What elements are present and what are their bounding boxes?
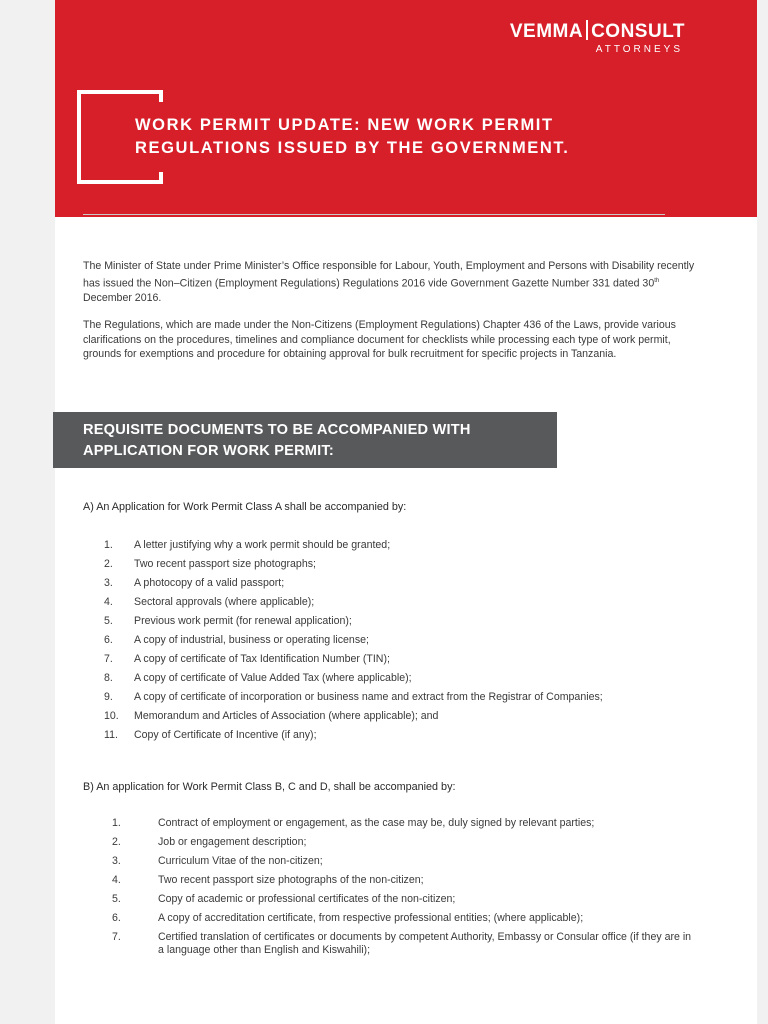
list-item-number: 2. bbox=[112, 836, 121, 848]
list-item-text: Two recent passport size photographs; bbox=[134, 558, 316, 570]
title-line-1: WORK PERMIT UPDATE: NEW WORK PERMIT bbox=[135, 116, 554, 134]
section-a-heading: A) An Application for Work Permit Class A shall be accompanied by: bbox=[83, 501, 407, 513]
list-item bbox=[55, 890, 755, 909]
section-banner bbox=[53, 412, 557, 468]
list-item-text: Contract of employment or engagement, as the case may be, duly signed by relevant parties; bbox=[158, 817, 595, 829]
list-item-text: Memorandum and Articles of Association (where applicable); and bbox=[134, 710, 439, 722]
intro-p1-end: December 2016. bbox=[83, 291, 162, 304]
list-item-number: 4. bbox=[104, 596, 113, 608]
document-page bbox=[55, 0, 757, 1024]
list-item-text: A copy of certificate of Tax Identification Number (TIN); bbox=[134, 653, 390, 665]
list-item bbox=[55, 928, 755, 958]
list-item bbox=[55, 536, 755, 555]
list-item bbox=[55, 726, 755, 745]
list-item-text: Curriculum Vitae of the non-citizen; bbox=[158, 855, 323, 867]
list-item-number: 5. bbox=[112, 893, 121, 905]
intro-p1-sup: th bbox=[654, 277, 660, 284]
brand-separator bbox=[586, 20, 588, 40]
brand-subtitle: ATTORNEYS bbox=[595, 44, 683, 55]
page-title bbox=[135, 114, 715, 160]
header-divider bbox=[83, 214, 665, 215]
list-item-number: 9. bbox=[104, 691, 113, 703]
list-item-number: 11. bbox=[104, 729, 118, 741]
banner-line-2: APPLICATION FOR WORK PERMIT: bbox=[83, 443, 334, 459]
section-a-list bbox=[55, 536, 755, 745]
list-item-number: 1. bbox=[112, 817, 121, 829]
list-item-number: 1. bbox=[104, 539, 113, 551]
list-item bbox=[55, 688, 755, 707]
list-item-text: Previous work permit (for renewal application); bbox=[134, 615, 352, 627]
list-item-number: 2. bbox=[104, 558, 113, 570]
list-item-text: Copy of academic or professional certificates of the non-citizen; bbox=[158, 893, 456, 905]
list-item bbox=[55, 593, 755, 612]
title-line-2: REGULATIONS ISSUED BY THE GOVERNMENT. bbox=[135, 139, 570, 157]
list-item-text: A copy of accreditation certificate, from respective professional entities; (where applicable); bbox=[158, 912, 584, 924]
list-item bbox=[55, 871, 755, 890]
list-item-text: Certified translation of certificates or documents by competent Authority, Embassy or Consular office (if they are in a language other than English and Kiswahili); bbox=[158, 931, 692, 956]
list-item-number: 5. bbox=[104, 615, 113, 627]
list-item bbox=[55, 707, 755, 726]
list-item-text: Copy of Certificate of Incentive (if any); bbox=[134, 729, 317, 741]
section-b-heading: B) An application for Work Permit Class B, C and D, shall be accompanied by: bbox=[83, 781, 456, 793]
list-item-text: Two recent passport size photographs of the non-citizen; bbox=[158, 874, 424, 886]
list-item-number: 4. bbox=[112, 874, 121, 886]
list-item-number: 6. bbox=[112, 912, 121, 924]
list-item-text: Job or engagement description; bbox=[158, 836, 307, 848]
list-item bbox=[55, 574, 755, 593]
list-item bbox=[55, 909, 755, 928]
section-b-list bbox=[55, 814, 755, 958]
list-item-text: Sectoral approvals (where applicable); bbox=[134, 596, 315, 608]
list-item bbox=[55, 612, 755, 631]
list-item bbox=[55, 833, 755, 852]
list-item bbox=[55, 814, 755, 833]
list-item-number: 8. bbox=[104, 672, 113, 684]
list-item-number: 10. bbox=[104, 710, 119, 722]
list-item-text: A copy of certificate of Value Added Tax (where applicable); bbox=[134, 672, 412, 684]
list-item bbox=[55, 650, 755, 669]
list-item-number: 3. bbox=[112, 855, 121, 867]
list-item-number: 7. bbox=[112, 931, 121, 943]
list-item-number: 7. bbox=[104, 653, 113, 665]
list-item bbox=[55, 631, 755, 650]
banner-line-1: REQUISITE DOCUMENTS TO BE ACCOMPANIED WITH bbox=[83, 422, 471, 438]
intro-paragraph-2: The Regulations, which are made under the Non-Citizens (Employment Regulations) Chapter 436 of the Laws, provide various clarifications on the procedures, timelines and compliance document for checklists while processing each type of work permit, grounds for exemptions and procedure for obtaining approval for bulk recruitment for specific projects in Tanzania. bbox=[83, 319, 676, 360]
list-item-text: A copy of industrial, business or operating license; bbox=[134, 634, 369, 646]
section-banner-text bbox=[83, 420, 553, 462]
brand-name-right: CONSULT bbox=[591, 21, 685, 42]
list-item-number: 3. bbox=[104, 577, 113, 589]
list-item bbox=[55, 555, 755, 574]
intro-paragraph-1 bbox=[83, 259, 703, 305]
intro-p1-text: The Minister of State under Prime Minister’s Office responsible for Labour, Youth, Employment and Persons with Disability recently has issued the Non–Citizen (Employment Regulations) Regulations 2016 vide Government Gazette Number 331 dated 30 bbox=[83, 260, 695, 290]
list-item-text: A photocopy of a valid passport; bbox=[134, 577, 285, 589]
brand-logo bbox=[510, 20, 685, 57]
list-item bbox=[55, 852, 755, 871]
list-item-text: A copy of certificate of incorporation or business name and extract from the Registrar of Companies; bbox=[134, 691, 603, 703]
list-item bbox=[55, 669, 755, 688]
header-banner bbox=[55, 0, 757, 217]
list-item-text: A letter justifying why a work permit should be granted; bbox=[134, 539, 391, 551]
brand-name-left: VEMMA bbox=[509, 21, 584, 42]
brand-name bbox=[510, 20, 685, 43]
list-item-number: 6. bbox=[104, 634, 113, 646]
